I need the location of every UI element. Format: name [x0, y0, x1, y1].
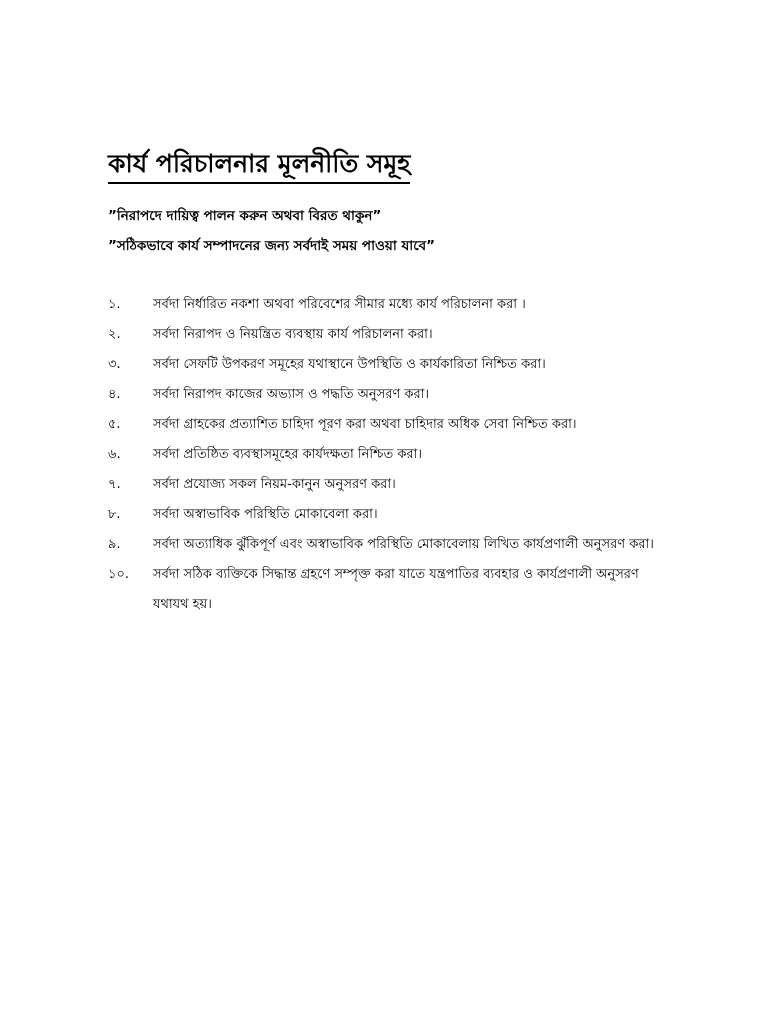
list-item	[108, 500, 668, 530]
list-item	[108, 380, 668, 410]
item-number: ৬.	[108, 447, 121, 462]
item-number: ৯.	[108, 537, 121, 552]
item-number: ১০.	[108, 567, 130, 582]
item-text: সর্বদা নিরাপদ ও নিয়ন্ত্রিত ব্যবস্থায় কার্য পরিচালনা করা।	[153, 327, 433, 342]
list-item	[108, 410, 668, 440]
item-number: ৫.	[108, 417, 121, 432]
list-item	[108, 320, 668, 350]
list-item	[108, 290, 668, 320]
item-number: ৪.	[108, 387, 121, 402]
item-number: ৮.	[108, 507, 121, 522]
list-item	[108, 530, 668, 560]
page-title: কার্য পরিচালনার মূলনীতি সমূহ	[108, 148, 410, 184]
item-number: ২.	[108, 327, 121, 342]
quote-line-2: ”সঠিকভাবে কার্য সম্পাদনের জন্য সর্বদাই সময় পাওয়া যাবে”	[108, 238, 435, 254]
item-text: সর্বদা সেফটি উপকরণ সমূহের যথাস্থানে উপস্থিতি ও কার্যকারিতা নিশ্চিত করা।	[153, 357, 546, 372]
principles-list	[108, 290, 668, 620]
item-number: ৩.	[108, 357, 121, 372]
item-text: সর্বদা নিরাপদ কাজের অভ্যাস ও পদ্ধতি অনুসরণ করা।	[153, 387, 430, 402]
list-item	[108, 350, 668, 380]
item-text: সর্বদা প্রযোজ্য সকল নিয়ম-কানুন অনুসরণ করা।	[153, 477, 396, 492]
list-item	[108, 440, 668, 470]
item-text: সর্বদা অত্যাধিক ঝুঁকিপূর্ণ এবং অস্বাভাবিক পরিস্থিতি মোকাবেলায় লিখিত কার্যপ্রণালী অনুসরণ করা।	[153, 537, 654, 552]
item-number: ৭.	[108, 477, 121, 492]
item-text: সর্বদা অস্বাভাবিক পরিস্থিতি মোকাবেলা করা।	[153, 507, 378, 522]
list-item	[108, 470, 668, 500]
list-item	[108, 560, 668, 620]
item-text: সর্বদা গ্রাহকের প্রত্যাশিত চাহিদা পূরণ করা অথবা চাহিদার অধিক সেবা নিশ্চিত করা।	[153, 417, 577, 432]
item-text: সর্বদা সঠিক ব্যক্তিকে সিদ্ধান্ত গ্রহণে সম্পৃক্ত করা যাতে যন্ত্রপাতির ব্যবহার ও কার্যপ্রণালী অনুসরণ যথাযথ হয়।	[153, 567, 639, 612]
item-text: সর্বদা প্রতিষ্ঠিত ব্যবস্থাসমূহের কার্যদক্ষতা নিশ্চিত করা।	[153, 447, 422, 462]
item-text: সর্বদা নির্ধারিত নকশা অথবা পরিবেশের সীমার মধ্যে কার্য পরিচালনা করা ।	[153, 297, 526, 312]
quote-line-1: ”নিরাপদে দায়িত্ব পালন করুন অথবা বিরত থাকুন”	[108, 208, 382, 224]
item-number: ১.	[108, 297, 121, 312]
